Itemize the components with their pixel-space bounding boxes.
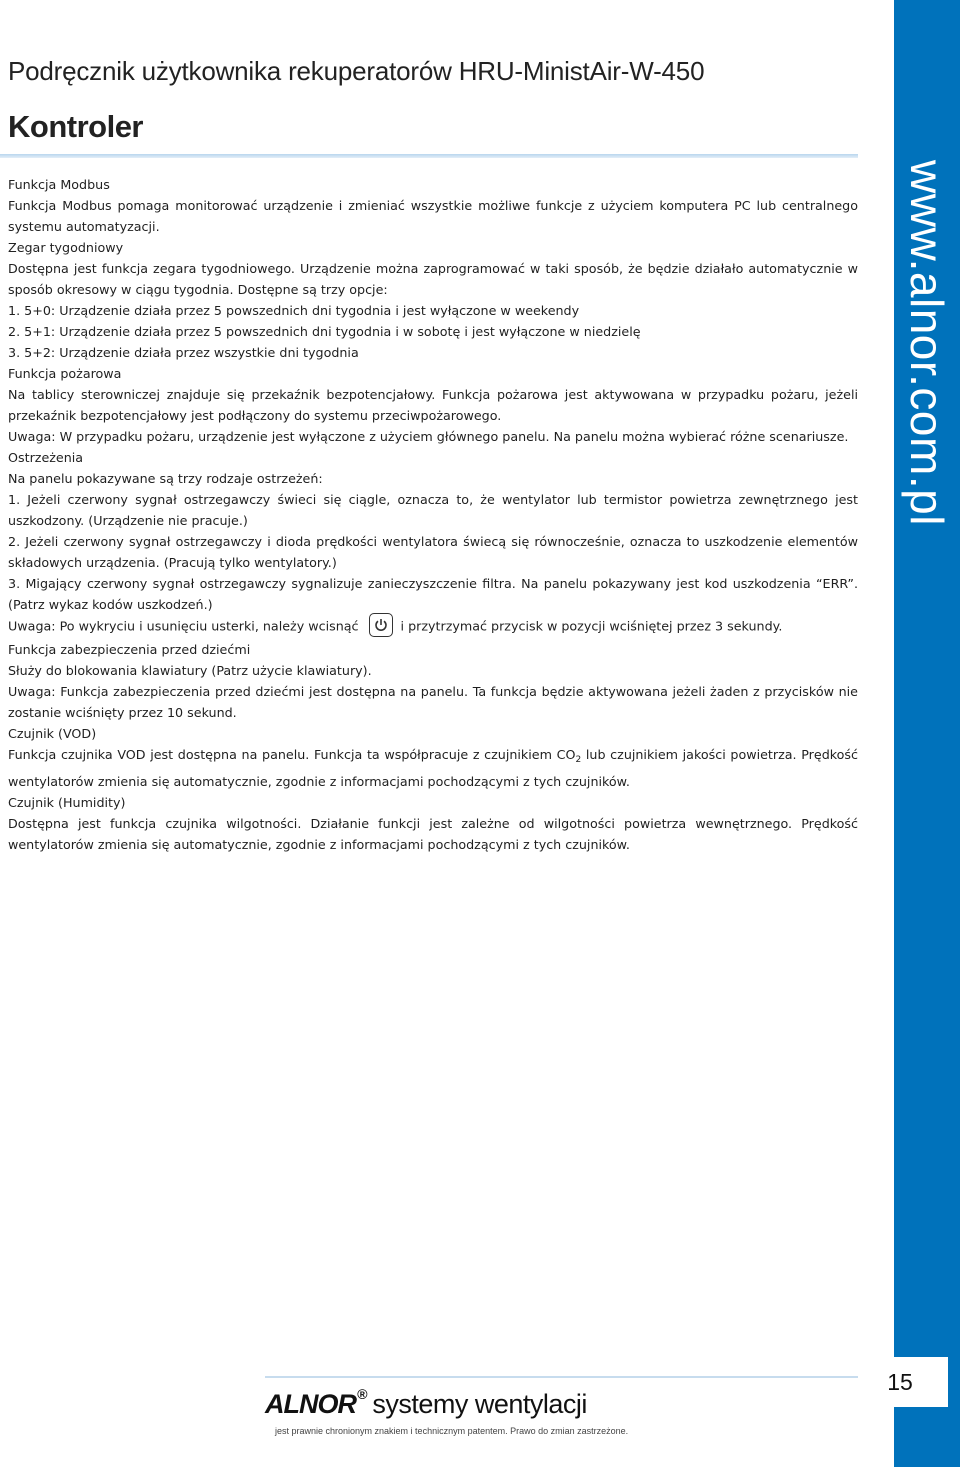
- note-text: Funkcja zabezpieczenia przed dziećmi jest dostępna na panelu. Ta funkcja będzie aktywowana jeżeli żaden z przycisków nie zostanie wciśnięty przez 10 sekund.: [8, 684, 858, 720]
- document-title: Podręcznik użytkownika rekuperatorów HRU-MinistAir-W-450: [8, 56, 705, 86]
- note-text: Po wykryciu i usunięciu usterki, należy wcisnąć: [55, 618, 359, 634]
- warnings-heading: Ostrzeżenia: [8, 450, 84, 465]
- footer-brand: [265, 1386, 587, 1420]
- header-divider: [0, 154, 858, 158]
- page-number-box: [862, 1357, 948, 1407]
- power-icon: [369, 613, 393, 637]
- website-url: www.alnor.com.pl: [901, 160, 953, 526]
- list-item: 2. 5+1: Urządzenie działa przez 5 powszednich dni tygodnia i w sobotę i jest wyłączone w niedzielę: [8, 324, 641, 339]
- child-lock-note: [8, 681, 858, 723]
- note-label: Uwaga:: [8, 684, 56, 699]
- brand-tagline: systemy wentylacji: [372, 1389, 587, 1419]
- weekly-clock-heading: Zegar tygodniowy: [8, 240, 124, 255]
- note-label: Uwaga:: [8, 429, 56, 444]
- brand-name: ALNOR: [265, 1389, 356, 1419]
- brand-sidebar: [894, 0, 960, 1467]
- warnings-intro: Na panelu pokazywane są trzy rodzaje ostrzeżeń:: [8, 471, 323, 486]
- page-number: 15: [887, 1368, 913, 1395]
- page-header: [8, 56, 858, 145]
- warnings-note: [8, 615, 858, 639]
- section-title: Kontroler: [8, 109, 143, 144]
- child-lock-heading: Funkcja zabezpieczenia przed dziećmi: [8, 642, 251, 657]
- child-lock-text: Służy do blokowania klawiatury (Patrz użycie klawiatury).: [8, 663, 372, 678]
- registered-mark: ®: [357, 1386, 367, 1402]
- voc-heading: Czujnik (VOD): [8, 726, 97, 741]
- fire-heading: Funkcja pożarowa: [8, 366, 122, 381]
- voc-text-part: lub czujnikiem jakości powietrza. Prędkość wentylatorów zmienia się automatycznie, zgodnie z informacjami pochodzącymi z tych czujników.: [8, 747, 858, 789]
- voc-text-part: Funkcja czujnika VOD jest dostępna na panelu. Funkcja ta współpracuje z czujnikiem CO: [8, 747, 576, 762]
- fire-note: [8, 426, 858, 447]
- voc-text: [8, 744, 858, 792]
- humidity-text: Dostępna jest funkcja czujnika wilgotności. Działanie funkcji jest zależne od wilgotności powietrza wewnętrznego. Prędkość wentylatorów zmienia się automatycznie, zgodnie z informacjami pochodzącymi z tych czujników.: [8, 816, 858, 852]
- fire-text: Na tablicy sterowniczej znajduje się przekaźnik bezpotencjałowy. Funkcja pożarowa jest aktywowana w przypadku pożaru, jeżeli przekaźnik bezpotencjałowy jest podłączony do systemu przeciwpożarowego.: [8, 387, 858, 423]
- humidity-heading: Czujnik (Humidity): [8, 795, 126, 810]
- list-item: 2. Jeżeli czerwony sygnał ostrzegawczy i dioda prędkości wentylatora świecą się równocześnie, oznacza to uszkodzenie elementów składowych urządzenia. (Pracują tylko wentylatory.): [8, 534, 858, 570]
- footer-note: jest prawnie chronionym znakiem i technicznym patentem. Prawo do zmian zastrzeżone.: [275, 1426, 629, 1436]
- note-text: W przypadku pożaru, urządzenie jest wyłączone z użyciem głównego panelu. Na panelu można wybierać różne scenariusze.: [55, 429, 849, 444]
- note-label: Uwaga:: [8, 618, 56, 634]
- list-item: 1. Jeżeli czerwony sygnał ostrzegawczy świeci się ciągle, oznacza to, że wentylator lub termistor powietrza zewnętrznego jest uszkodzony. (Urządzenie nie pracuje.): [8, 492, 858, 528]
- brand-logo: [265, 1386, 366, 1420]
- weekly-clock-text: Dostępna jest funkcja zegara tygodniowego. Urządzenie można zaprogramować w taki sposób, że będzie działało automatycznie w sposób okresowy w ciągu tygodnia. Dostępne są trzy opcje:: [8, 261, 858, 297]
- modbus-heading: Funkcja Modbus: [8, 177, 110, 192]
- list-item: 1. 5+0: Urządzenie działa przez 5 powszednich dni tygodnia i jest wyłączone w weekendy: [8, 303, 580, 318]
- list-item: 3. Migający czerwony sygnał ostrzegawczy sygnalizuje zanieczyszczenie filtra. Na panelu pokazywany jest kod uszkodzenia “ERR”. (Patrz wykaz kodów uszkodzeń.): [8, 576, 858, 612]
- main-content: [8, 174, 858, 855]
- list-item: 3. 5+2: Urządzenie działa przez wszystkie dni tygodnia: [8, 345, 359, 360]
- modbus-text: Funkcja Modbus pomaga monitorować urządzenie i zmieniać wszystkie możliwe funkcje z użyciem komputera PC lub centralnego systemu automatyzacji.: [8, 198, 858, 234]
- co2-subscript: 2: [575, 755, 582, 765]
- footer-divider: [265, 1376, 858, 1378]
- note-text: i przytrzymać przycisk w pozycji wciśniętej przez 3 sekundy.: [400, 618, 783, 634]
